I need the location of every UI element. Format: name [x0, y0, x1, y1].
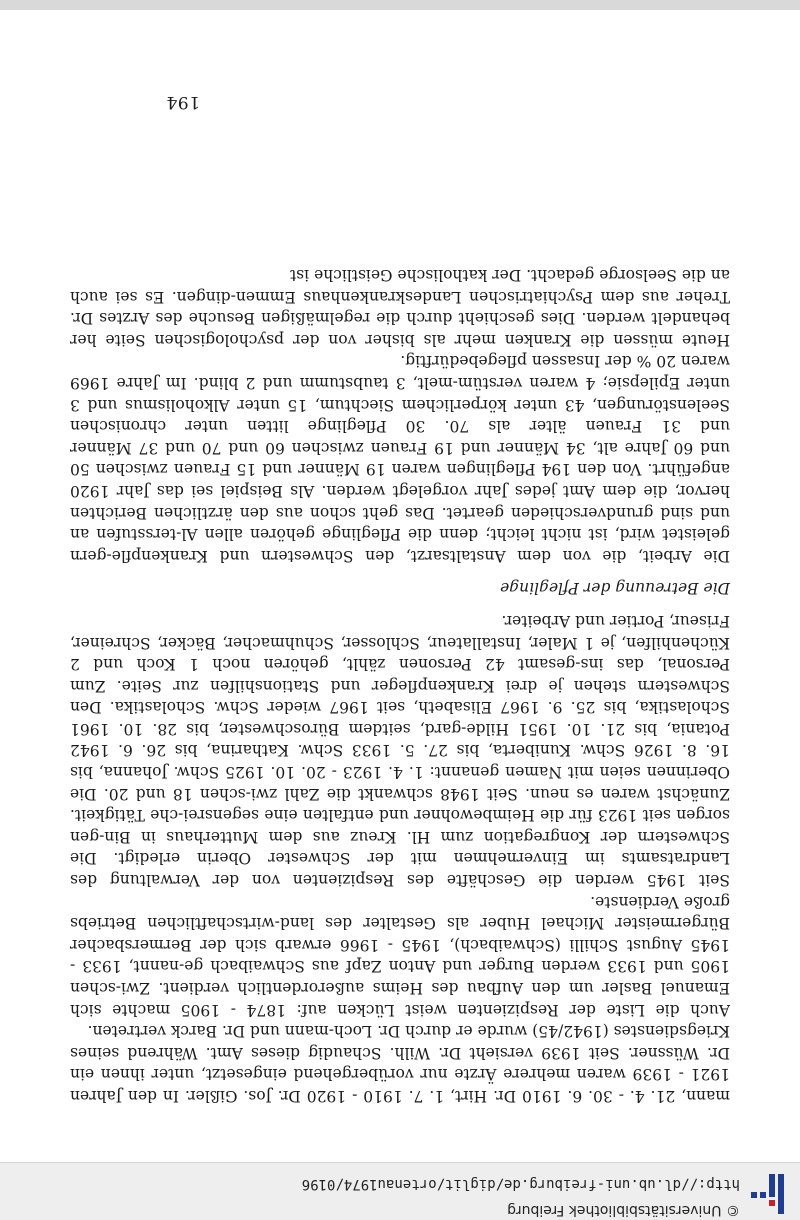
university-logo-icon[interactable]: [748, 1172, 792, 1216]
page-number: 194: [166, 92, 200, 112]
copyright-notice: © Universitätsbibliothek Freiburg: [507, 1202, 740, 1218]
paragraph-care: Die Arbeit, die von dem Anstaltsarzt, den Schwestern und Krankenpfle-gern geleistet wird, ist nicht leicht; denn die Pfleglinge gehören allen Al-tersstufen an und sind grundverschieden geartet. Das geht schon aus den ärztlichen Berichten hervor, die dem Amt jedes Jahr vorgelegt werden. Als Beispiel sei das Jahr 1920 angeführt. Von den 194 Pfleglingen waren 19 Männer und 15 Frauen zwischen 50 und 60 Jahre alt, 34 Männer und 19 Frauen zwischen 60 und 70 und 37 Männer und 31 Frauen älter als 70. 30 Pfleglinge litten unter chronischen Seelenstörungen, 43 unter körperlichem Siechtum, 15 unter Alkoholismus und 3 unter Epilepsie; 4 waren verstüm-melt, 3 taubstumm und 2 blind. Im Jahre 1969 waren 20 % der Insassen pflegebedürftig.: [70, 352, 730, 565]
paragraph-administration: Seit 1945 werden die Geschäfte des Respizienten von der Verwaltung des Landratsamts im Einvernehmen mit der Schwester Oberin erledigt. Die Schwestern der Kongregation zum Hl. Kreuz aus dem Mutterhaus in Bin-gen sorgen seit 1923 für die Heimbewohner und entfalten eine segensrei-che Tätigkeit. Zunächst waren es neun. Seit 1948 schwankt die Zahl zwi-schen 18 und 20. Die Oberinnen seien mit Namen genannt: 1. 4. 1923 - 20. 10. 1925 Schw. Johanna, bis 16. 8. 1926 Schw. Kuniberta, bis 27. 5. 1933 Schw. Katharina, bis 26. 6. 1942 Potania, bis 21. 10. 1951 Hilde-gard, seitdem Büroschwester, bis 28. 10. 1961 Scholastika, bis 25. 9. 1967 Elisabeth, seit 1967 wieder Schw. Scholastika. Den Schwestern stehen je drei Krankenpfleger und Stationshilfen zur Seite. Zum Personal, das ins-gesamt 42 Personen zählt, gehören noch 1 Koch und 2 Küchenhilfen, je 1 Maler, Installateur, Schlosser, Schuhmacher, Bäcker, Schreiner, Friseur, Portier und Arbeiter.: [70, 611, 730, 890]
page-body-text: [70, 263, 730, 1106]
paragraph-respizienten: Auch die Liste der Respizienten weist Lücken auf: 1874 - 1905 machte sich Emanuel Basler um den Aufbau des Heims außerordentlich verdient. Zwi-schen 1905 und 1933 werden Burger und Anton Zapf aus Schwaibach ge-nannt, 1933 - 1945 August Schilli (Schwaibach), 1945 - 1966 erwarb sich der Bermersbacher Bürgermeister Michael Huber als Gestalter des land-wirtschaftlichen Betriebs große Verdienste.: [70, 892, 730, 1019]
section-heading: Die Betreuung der Pfleglinge: [500, 579, 730, 598]
paragraph-psychology: Heute müssen die Kranken mehr als bisher von der psychologischen Seite her behandelt werden. Dies geschieht durch die regelmäßigen Besuche des Arztes Dr. Treher aus dem Psychiatrischen Landeskrankenhaus Emmen-dingen. Es sei auch an die Seelsorge gedacht. Der katholische Geistliche ist: [70, 266, 730, 349]
permalink-url[interactable]: http://dl.ub.uni-freiburg.de/diglit/ortenau1974/0196: [301, 1176, 740, 1192]
viewer-header: [0, 1162, 800, 1220]
paragraph-physicians: mann, 21. 4. - 30. 6. 1910 Dr. Hirt, 1. 7. 1910 - 1920 Dr. Jos. Gißler. In den Jahren 1921 - 1939 waren mehrere Ärzte nur vorübergehend eingesetzt, unter ihnen ein Dr. Wüssner. Seit 1939 versieht Dr. Wilh. Schaudig dieses Amt. Während seines Kriegsdienstes (1942/45) wurde er durch Dr. Loch-mann und Dr. Barck vertreten.: [70, 1022, 730, 1105]
scanned-page: [0, 10, 800, 1162]
bottom-scrollbar[interactable]: [0, 0, 800, 10]
